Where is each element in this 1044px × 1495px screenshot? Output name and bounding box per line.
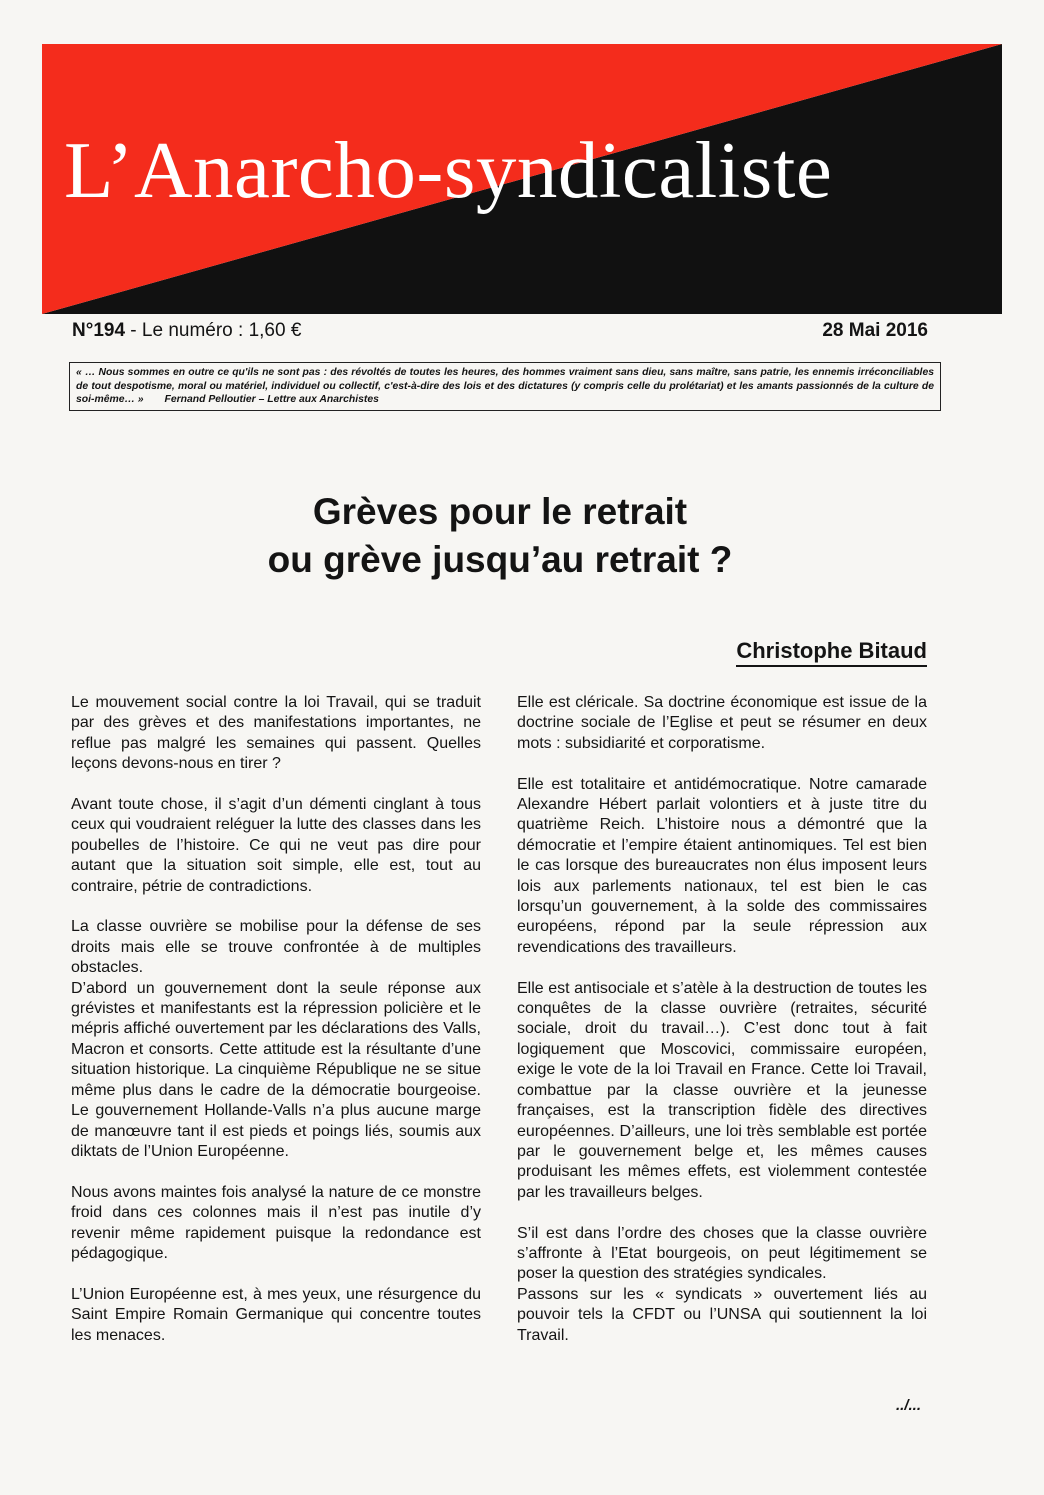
paragraph: Elle est totalitaire et antidémocratique. Notre camarade Alexandre Hébert parlait volontiers et à juste titre du quatrième Reich. L’histoire nous a démontré que la démocratie et l’empire étaient antinomiques. Tel est bien le cas lorsque des bureaucrates non élus imposent leurs lois aux parlements nationaux, tel est bien le cas lorsqu’un gouvernement, à la solde des commissaires européens, répond par la seule répression aux revendications des travailleurs. — [517, 775, 927, 956]
issue-line — [72, 320, 928, 346]
paragraph: L’Union Européenne est, à mes yeux, une résurgence du Saint Empire Romain Germanique qui concentre toutes les menaces. — [71, 1285, 481, 1344]
issue-price: - Le numéro : 1,60 € — [125, 320, 302, 341]
masthead-banner — [42, 44, 1002, 314]
article-headline — [150, 488, 850, 584]
article-column-left — [71, 693, 481, 1366]
issue-number: N°194 — [72, 320, 126, 341]
epigraph-text: « … Nous sommes en outre ce qu'ils ne sont pas : des révoltés de toutes les heures, des hommes vraiment sans dieu, sans maître, sans patrie, les ennemis irréconciliables de tout despotisme, moral ou matériel, individuel ou collectif, c'est-à-dire des lois et des dictatures (y compris celle du prolétariat) et les amants passionnés de la culture de soi-même… » — [76, 367, 934, 405]
headline-line-1: Grèves pour le retrait — [312, 491, 688, 532]
paragraph: Avant toute chose, il s’agit d’un démenti cinglant à tous ceux qui voudraient reléguer la lutte des classes dans les poubelles de l’histoire. Ce qui ne veut pas dire pour autant que la situation soit simple, elle est, tout au contraire, pétrie de contradictions. — [71, 796, 481, 895]
issue-info — [72, 320, 301, 342]
headline-line-2: ou grève jusqu’au retrait ? — [267, 539, 733, 580]
article-author: Christophe Bitaud — [736, 638, 927, 667]
paragraph: Elle est antisociale et s’atèle à la destruction de toutes les conquêtes de la classe ouvrière (retraites, sécurité sociale, droit du travail…). C’est donc tout à fait logiquement que Moscovici, commissaire européen, exige le vote de la loi Travail en France. Cette loi Travail, combattue par la classe ouvrière et la jeunesse françaises, est la transcription fidèle des directives européennes. D’ailleurs, une loi très semblable est portée par le gouvernement belge et, les mêmes causes produisant les mêmes effets, est violemment contestée par les travailleurs belges. — [517, 979, 927, 1201]
paragraph: La classe ouvrière se mobilise pour la défense de ses droits mais elle se trouve confrontée à de multiples obstacles. — [71, 918, 481, 977]
paragraph: Le mouvement social contre la loi Travail, qui se traduit par des grèves et des manifestations importantes, ne reflue pas malgré les semaines qui passent. Quelles leçons devons-nous en tirer ? — [71, 694, 481, 773]
paragraph: Passons sur les « syndicats » ouvertement liés au pouvoir tels la CFDT ou l’UNSA qui soutiennent la loi Travail. — [517, 1285, 927, 1344]
article-column-right — [517, 693, 927, 1366]
paragraph: Elle est cléricale. Sa doctrine économique est issue de la doctrine sociale de l’Eglise et peut se résumer en deux mots : subsidiarité et corporatisme. — [517, 694, 927, 752]
newspaper-title: L’Anarcho-syndicaliste — [64, 125, 833, 215]
epigraph-attribution: Fernand Pelloutier – Lettre aux Anarchistes — [164, 394, 379, 405]
issue-date: 28 Mai 2016 — [822, 320, 928, 341]
continued-marker: ../... — [896, 1397, 922, 1414]
paragraph: D’abord un gouvernement dont la seule réponse aux grévistes et manifestants est la répression policière et le mépris affiché ouvertement par les déclarations des Valls, Macron et consorts. Cette attitude est la résultante d’une situation historique. La cinquième République ne se situe même plus dans le cadre de la démocratie bourgeoise. Le gouvernement Hollande-Valls n’a plus aucune marge de manœuvre tant il est pieds et poings liés, soumis aux diktats de l’Union Européenne. — [71, 979, 481, 1160]
paragraph: Nous avons maintes fois analysé la nature de ce monstre froid dans ces colonnes mais il n’est pas inutile d’y revenir même rapidement puisque la redondance est pédagogique. — [71, 1183, 481, 1262]
paragraph: S’il est dans l’ordre des choses que la classe ouvrière s’affronte à l’Etat bourgeois, on peut légitimement se poser la question des stratégies syndicales. — [517, 1224, 927, 1283]
epigraph-box — [69, 362, 941, 411]
